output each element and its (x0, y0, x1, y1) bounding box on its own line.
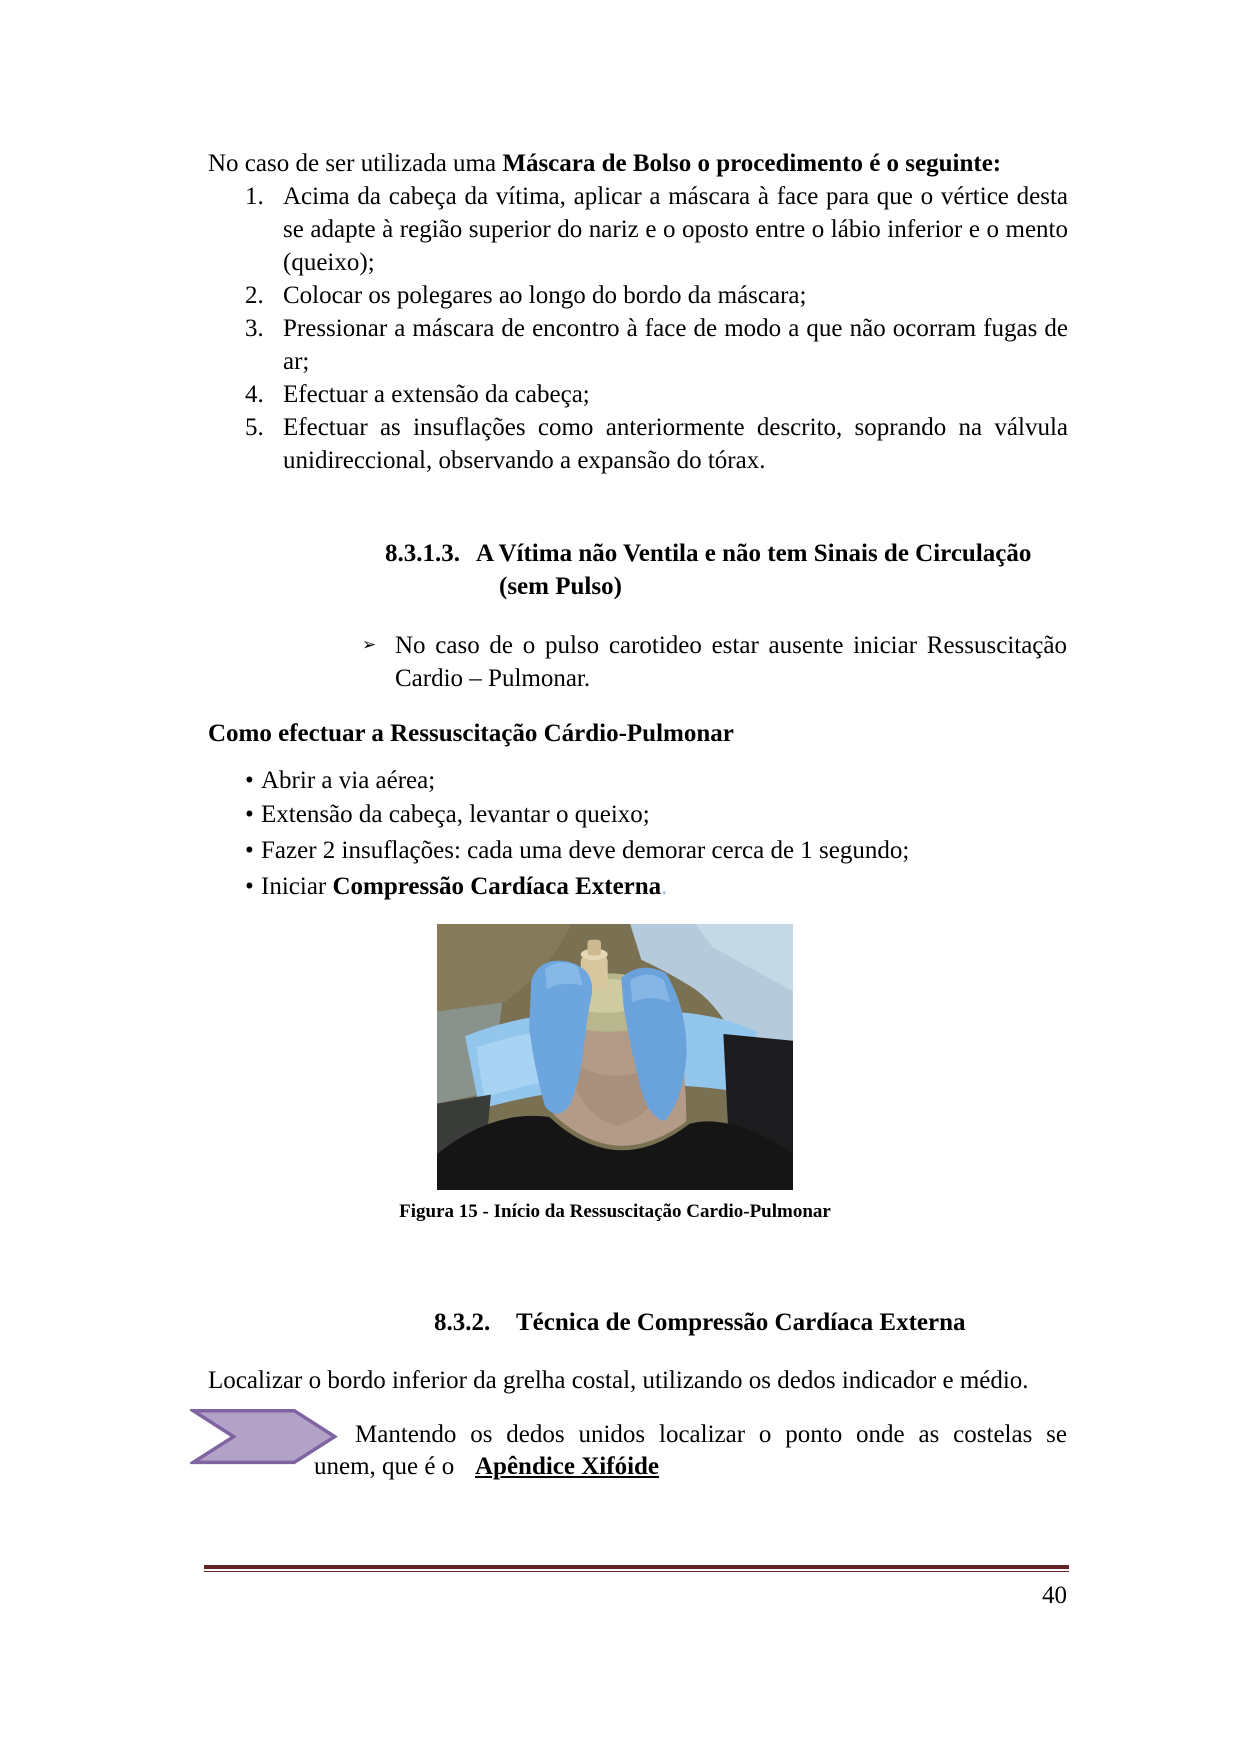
bullet-icon: • (245, 837, 254, 864)
step-1-line-2: se adapte à região superior do nariz e o oposto entre o lábio inferior e o mento (283, 216, 1068, 243)
arrow-bullet-icon: ➢ (362, 635, 377, 655)
pulse-note-line-1: No caso de o pulso carotideo estar ausente iniciar Ressuscitação (395, 632, 1067, 659)
list-item-bold-text: Compressão Cardíaca Externa (332, 873, 662, 900)
step-number: 2. (245, 282, 264, 309)
section-title: Técnica de Compressão Cardíaca Externa (516, 1309, 966, 1336)
list-item-text: Fazer 2 insuflações: cada uma deve demorar cerca de 1 segundo; (261, 837, 910, 864)
step-2-line-1: Colocar os polegares ao longo do bordo da máscara; (283, 282, 807, 309)
footer-rule-thin (204, 1571, 1069, 1572)
list-item (261, 798, 650, 831)
figure-photo (437, 924, 793, 1190)
figure-caption: Figura 15 - Início da Ressuscitação Cardio-Pulmonar (399, 1201, 831, 1222)
step-4-line-1: Efectuar a extensão da cabeça; (283, 381, 590, 408)
step-number: 4. (245, 381, 264, 408)
step-3-line-2: ar; (283, 348, 310, 375)
step-1-line-1: Acima da cabeça da vítima, aplicar a máscara à face para que o vértice desta (283, 183, 1068, 210)
list-item (261, 834, 909, 867)
step-5-line-2: unidireccional, observando a expansão do tórax. (283, 447, 766, 474)
bullet-icon: • (245, 801, 254, 828)
xiphoid-line-1: Mantendo os dedos unidos localizar o ponto onde as costelas se (355, 1421, 1067, 1448)
cpr-heading: Como efectuar a Ressuscitação Cárdio-Pulmonar (208, 720, 734, 747)
list-item-text: Abrir a via aérea; (261, 767, 436, 794)
step-5-line-1: Efectuar as insuflações como anteriormente descrito, soprando na válvula (283, 414, 1068, 441)
xiphoid-term: Apêndice Xifóide (475, 1453, 660, 1480)
step-1-line-3: (queixo); (283, 249, 375, 276)
footer-rule-thick (204, 1565, 1069, 1569)
intro-bold-text: Máscara de Bolso o procedimento é o seguinte: (502, 150, 1002, 177)
list-item (261, 764, 435, 797)
step-number: 5. (245, 414, 264, 441)
intro-line (208, 147, 1001, 180)
step-number: 1. (245, 183, 264, 210)
list-item-tail: . (661, 873, 668, 900)
intro-text: No caso de ser utilizada uma (208, 150, 503, 177)
list-item (261, 870, 667, 903)
section-title-line-2: (sem Pulso) (499, 573, 622, 600)
list-item-text: Iniciar (261, 873, 333, 900)
list-item-text: Extensão da cabeça, levantar o queixo; (261, 801, 650, 828)
locate-paragraph: Localizar o bordo inferior da grelha costal, utilizando os dedos indicador e médio. (208, 1367, 1029, 1394)
bullet-icon: • (245, 873, 254, 900)
pulse-note-line-2: Cardio – Pulmonar. (395, 665, 591, 692)
section-title-line-1: A Vítima não Ventila e não tem Sinais de Circulação (476, 540, 1032, 567)
section-number: 8.3.1.3. (385, 540, 460, 567)
section-number: 8.3.2. (434, 1309, 491, 1336)
step-number: 3. (245, 315, 264, 342)
bullet-icon: • (245, 767, 254, 794)
xiphoid-line-2: unem, que é o (314, 1453, 455, 1480)
step-3-line-1: Pressionar a máscara de encontro à face de modo a que não ocorram fugas de (283, 315, 1068, 342)
page-number: 40 (1042, 1582, 1067, 1609)
